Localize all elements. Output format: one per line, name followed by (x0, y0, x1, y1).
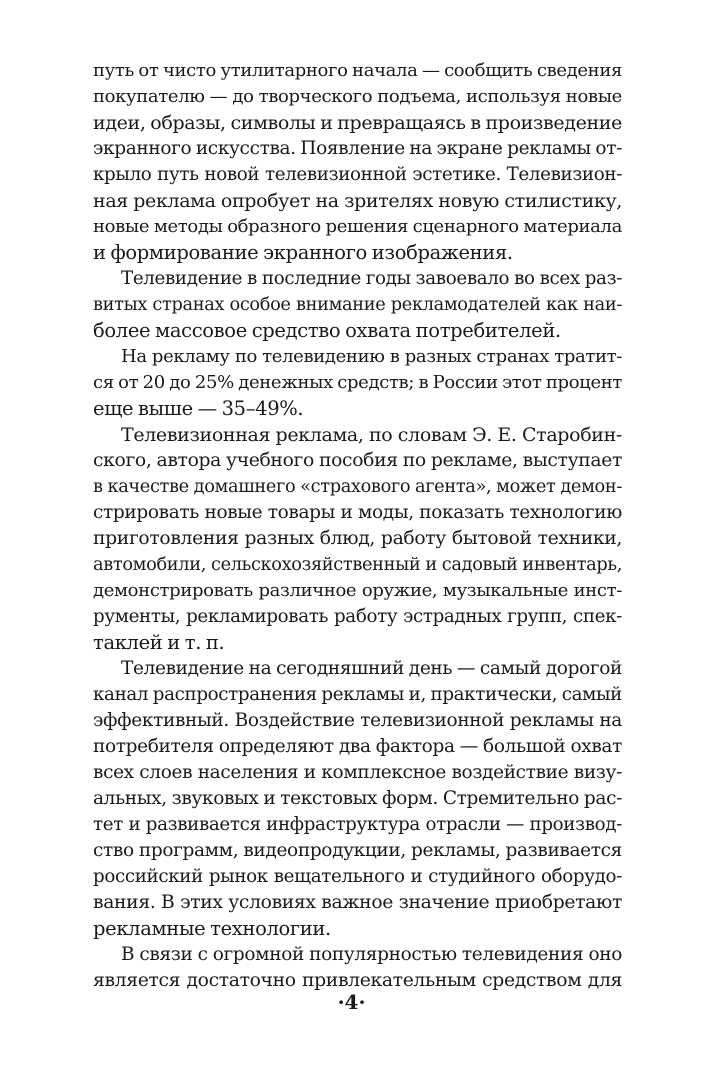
text-line: экранного искусства. Появление на экране рекламы от- (93, 138, 622, 159)
text-line: вания. В этих условиях важное значение приобретают (93, 892, 622, 913)
text-line: эффективный. Воздействие телевизионной рекламы на (93, 710, 622, 731)
text-line: Телевидение в последние годы завоевало во всех раз- (121, 268, 622, 289)
text-line: канал распространения рекламы и, практически, самый (93, 684, 622, 705)
body-text (93, 58, 622, 994)
text-line: более массовое средство охвата потребителей. (93, 319, 561, 342)
text-line: в качестве домашнего «страхового агента», может демон- (93, 477, 622, 497)
text-line: В связи с огромной популярностью телевидения оно (121, 944, 622, 965)
text-line: новые методы образного решения сценарного материала (93, 216, 622, 237)
text-line: рекламные технологии. (93, 917, 331, 940)
text-line: является достаточно привлекательным средством для (93, 970, 622, 991)
text-line: ся от 20 до 25% денежных средств; в России этот процент (93, 372, 622, 393)
text-line: ная реклама опробует на зрителях новую стилистику, (93, 190, 622, 212)
text-line: ского, автора учебного пособия по рекламе, выступает (93, 450, 622, 471)
text-line: демонстрировать различное оружие, музыкальные инст- (93, 580, 622, 601)
page-number: ·4· (337, 990, 366, 1014)
text-line: таклей и т. п. (93, 631, 225, 654)
text-line: ство программ, видеопродукции, рекламы, развивается (93, 840, 622, 861)
text-line: стрировать новые товары и моды, показать технологию (93, 502, 622, 523)
text-line: Телевидение на сегодняшний день — самый дорогой (121, 658, 622, 679)
text-line: альных, звуковых и текстовых форм. Стремительно рас- (93, 788, 622, 809)
text-line: идеи, образы, символы и превращаясь в произведение (93, 112, 622, 134)
text-line: рументы, рекламировать работу эстрадных групп, спек- (93, 606, 622, 627)
text-line: витых странах особое внимание рекламодателей как наи- (93, 295, 622, 315)
text-line: автомобили, сельскохозяйственный и садовый инвентарь, (93, 555, 622, 575)
text-line: российский рынок вещательного и студийного оборудо- (93, 866, 622, 887)
text-line: потребителя определяют два фактора — большой охват (93, 736, 622, 757)
text-line: путь от чисто утилитарного начала — сообщить сведения (93, 60, 622, 81)
text-line: тет и развивается инфраструктура отрасли — производ- (93, 814, 622, 835)
text-line: всех слоев населения и комплексное воздействие визу- (93, 762, 622, 783)
text-line: крыло путь новой телевизионной эстетике. Телевизион- (93, 164, 622, 185)
text-line: и формирование экранного изображения. (93, 241, 513, 264)
text-line: Телевизионная реклама, по словам Э. Е. Старобин- (121, 424, 622, 446)
text-line: еще выше — 35–49%. (93, 397, 304, 420)
text-line: приготовления разных блюд, работу бытовой техники, (93, 528, 622, 549)
text-line: На рекламу по телевидению в разных странах тратит- (121, 346, 622, 367)
text-line: покупателю — до творческого подъема, используя новые (93, 86, 622, 107)
